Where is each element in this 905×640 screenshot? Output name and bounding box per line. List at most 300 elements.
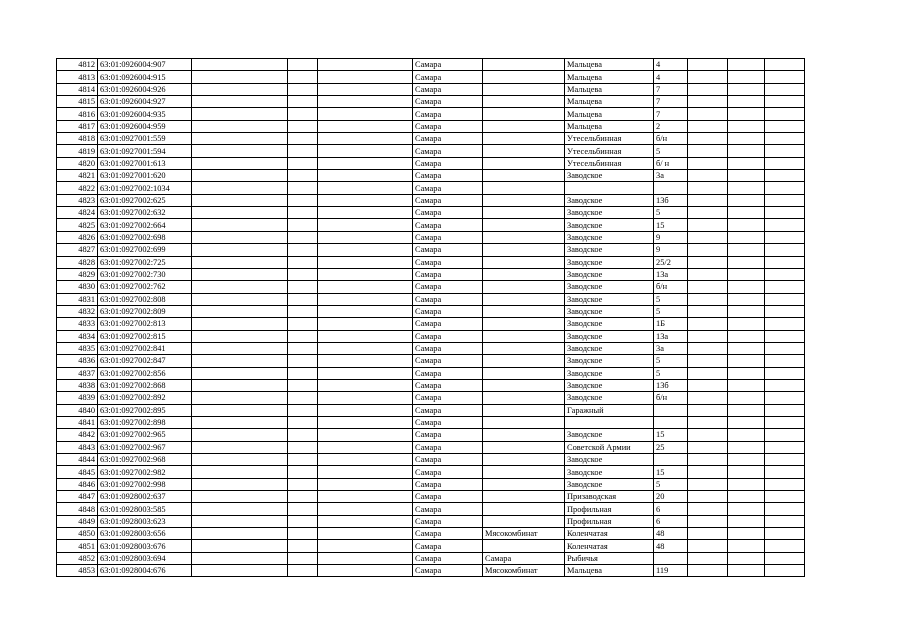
city-cell: Самара [413, 379, 483, 391]
empty-cell [688, 416, 728, 428]
empty-cell [192, 170, 288, 182]
table-row [57, 256, 805, 268]
street-cell: Заводское [565, 305, 654, 317]
empty-cell [288, 170, 318, 182]
table-row [57, 379, 805, 391]
table-row [57, 454, 805, 466]
empty-cell [288, 244, 318, 256]
empty-cell [192, 429, 288, 441]
cadastral-number-cell: 63:01:0927002:813 [98, 318, 192, 330]
cadastral-number-cell: 63:01:0927002:982 [98, 466, 192, 478]
district-cell [483, 83, 565, 95]
row-number-cell: 4836 [57, 355, 98, 367]
empty-cell [318, 540, 413, 552]
district-cell [483, 503, 565, 515]
empty-cell [288, 404, 318, 416]
empty-cell [765, 293, 805, 305]
house-cell: 48 [654, 528, 688, 540]
district-cell [483, 392, 565, 404]
empty-cell [192, 416, 288, 428]
empty-cell [688, 367, 728, 379]
empty-cell [728, 416, 765, 428]
city-cell: Самара [413, 404, 483, 416]
empty-cell [192, 219, 288, 231]
table-row [57, 207, 805, 219]
district-cell [483, 454, 565, 466]
empty-cell [192, 157, 288, 169]
district-cell [483, 429, 565, 441]
empty-cell [688, 429, 728, 441]
empty-cell [728, 552, 765, 564]
empty-cell [728, 540, 765, 552]
empty-cell [192, 540, 288, 552]
cadastral-number-cell: 63:01:0927002:698 [98, 231, 192, 243]
empty-cell [728, 194, 765, 206]
empty-cell [318, 503, 413, 515]
cadastral-number-cell: 63:01:0927001:620 [98, 170, 192, 182]
empty-cell [688, 59, 728, 71]
row-number-cell: 4847 [57, 491, 98, 503]
table-row [57, 404, 805, 416]
empty-cell [318, 491, 413, 503]
empty-cell [728, 219, 765, 231]
empty-cell [318, 404, 413, 416]
empty-cell [318, 133, 413, 145]
cadastral-number-cell: 63:01:0928002:637 [98, 491, 192, 503]
city-cell: Самара [413, 478, 483, 490]
district-cell [483, 194, 565, 206]
street-cell: Заводское [565, 318, 654, 330]
city-cell: Самара [413, 491, 483, 503]
cadastral-number-cell: 63:01:0926004:926 [98, 83, 192, 95]
district-cell [483, 305, 565, 317]
district-cell [483, 256, 565, 268]
city-cell: Самара [413, 268, 483, 280]
row-number-cell: 4849 [57, 515, 98, 527]
empty-cell [728, 367, 765, 379]
district-cell [483, 59, 565, 71]
empty-cell [192, 379, 288, 391]
empty-cell [288, 491, 318, 503]
row-number-cell: 4833 [57, 318, 98, 330]
empty-cell [728, 305, 765, 317]
street-cell: Заводское [565, 268, 654, 280]
row-number-cell: 4840 [57, 404, 98, 416]
empty-cell [288, 157, 318, 169]
table-row [57, 528, 805, 540]
street-cell: Заводское [565, 478, 654, 490]
house-cell: 20 [654, 491, 688, 503]
cadastral-number-cell: 63:01:0927002:895 [98, 404, 192, 416]
house-cell [654, 416, 688, 428]
empty-cell [688, 244, 728, 256]
row-number-cell: 4835 [57, 342, 98, 354]
empty-cell [318, 305, 413, 317]
empty-cell [288, 145, 318, 157]
street-cell: Профильная [565, 503, 654, 515]
cadastral-number-cell: 63:01:0927001:594 [98, 145, 192, 157]
street-cell: Заводское [565, 392, 654, 404]
empty-cell [765, 219, 805, 231]
table-body [57, 59, 805, 577]
empty-cell [765, 83, 805, 95]
empty-cell [728, 318, 765, 330]
empty-cell [688, 293, 728, 305]
empty-cell [288, 540, 318, 552]
table-row [57, 170, 805, 182]
house-cell: 4 [654, 71, 688, 83]
empty-cell [318, 219, 413, 231]
row-number-cell: 4828 [57, 256, 98, 268]
empty-cell [688, 466, 728, 478]
district-cell [483, 355, 565, 367]
empty-cell [318, 145, 413, 157]
empty-cell [318, 281, 413, 293]
row-number-cell: 4845 [57, 466, 98, 478]
house-cell: 3а [654, 342, 688, 354]
empty-cell [318, 59, 413, 71]
table-row [57, 96, 805, 108]
cadastral-number-cell: 63:01:0927002:664 [98, 219, 192, 231]
street-cell: Мальцева [565, 96, 654, 108]
empty-cell [192, 404, 288, 416]
empty-cell [728, 454, 765, 466]
street-cell: Заводское [565, 170, 654, 182]
city-cell: Самара [413, 133, 483, 145]
empty-cell [688, 379, 728, 391]
house-cell: б/ н [654, 157, 688, 169]
district-cell [483, 281, 565, 293]
city-cell: Самара [413, 157, 483, 169]
street-cell [565, 182, 654, 194]
empty-cell [728, 71, 765, 83]
empty-cell [318, 182, 413, 194]
empty-cell [728, 466, 765, 478]
cadastral-number-cell: 63:01:0927002:868 [98, 379, 192, 391]
house-cell: 119 [654, 565, 688, 577]
house-cell: 7 [654, 108, 688, 120]
district-cell [483, 145, 565, 157]
district-cell [483, 268, 565, 280]
street-cell: Заводское [565, 454, 654, 466]
row-number-cell: 4844 [57, 454, 98, 466]
street-cell: Советской Армии [565, 441, 654, 453]
cadastral-number-cell: 63:01:0927002:730 [98, 268, 192, 280]
city-cell: Самара [413, 441, 483, 453]
table-row [57, 244, 805, 256]
table-row [57, 194, 805, 206]
house-cell: 25/2 [654, 256, 688, 268]
empty-cell [288, 219, 318, 231]
empty-cell [192, 478, 288, 490]
table-row [57, 565, 805, 577]
cadastral-number-cell: 63:01:0927001:559 [98, 133, 192, 145]
empty-cell [728, 96, 765, 108]
empty-cell [765, 145, 805, 157]
city-cell: Самара [413, 182, 483, 194]
empty-cell [688, 404, 728, 416]
table-row [57, 540, 805, 552]
street-cell: Мальцева [565, 71, 654, 83]
row-number-cell: 4853 [57, 565, 98, 577]
table-row [57, 71, 805, 83]
cadastral-number-cell: 63:01:0926004:907 [98, 59, 192, 71]
house-cell: 6 [654, 515, 688, 527]
empty-cell [688, 565, 728, 577]
table-row [57, 120, 805, 132]
city-cell: Самара [413, 96, 483, 108]
empty-cell [728, 108, 765, 120]
empty-cell [765, 96, 805, 108]
house-cell: 5 [654, 305, 688, 317]
cadastral-number-cell: 63:01:0928003:623 [98, 515, 192, 527]
empty-cell [765, 182, 805, 194]
empty-cell [288, 281, 318, 293]
table-row [57, 293, 805, 305]
table-row [57, 342, 805, 354]
empty-cell [765, 454, 805, 466]
cadastral-number-cell: 63:01:0927002:762 [98, 281, 192, 293]
row-number-cell: 4814 [57, 83, 98, 95]
empty-cell [288, 454, 318, 466]
table-row [57, 552, 805, 564]
empty-cell [318, 379, 413, 391]
empty-cell [288, 207, 318, 219]
city-cell: Самара [413, 318, 483, 330]
empty-cell [688, 133, 728, 145]
district-cell: Мясокомбинат [483, 565, 565, 577]
empty-cell [288, 182, 318, 194]
district-cell [483, 466, 565, 478]
empty-cell [728, 145, 765, 157]
district-cell [483, 120, 565, 132]
row-number-cell: 4820 [57, 157, 98, 169]
row-number-cell: 4834 [57, 330, 98, 342]
house-cell: 6 [654, 503, 688, 515]
empty-cell [192, 305, 288, 317]
house-cell: 5 [654, 355, 688, 367]
empty-cell [728, 342, 765, 354]
empty-cell [688, 540, 728, 552]
street-cell: Заводское [565, 244, 654, 256]
district-cell [483, 416, 565, 428]
table-row [57, 466, 805, 478]
empty-cell [688, 96, 728, 108]
empty-cell [288, 83, 318, 95]
empty-cell [288, 108, 318, 120]
empty-cell [728, 207, 765, 219]
empty-cell [765, 503, 805, 515]
data-table [56, 58, 805, 577]
row-number-cell: 4824 [57, 207, 98, 219]
empty-cell [688, 281, 728, 293]
empty-cell [318, 268, 413, 280]
empty-cell [765, 281, 805, 293]
house-cell [654, 454, 688, 466]
cadastral-number-cell: 63:01:0927002:968 [98, 454, 192, 466]
table-row [57, 59, 805, 71]
empty-cell [288, 515, 318, 527]
empty-cell [318, 71, 413, 83]
district-cell [483, 478, 565, 490]
empty-cell [765, 441, 805, 453]
cadastral-number-cell: 63:01:0927002:898 [98, 416, 192, 428]
city-cell: Самара [413, 120, 483, 132]
empty-cell [318, 207, 413, 219]
empty-cell [688, 305, 728, 317]
empty-cell [688, 355, 728, 367]
city-cell: Самара [413, 244, 483, 256]
house-cell: 13а [654, 268, 688, 280]
house-cell: 13б [654, 379, 688, 391]
cadastral-number-cell: 63:01:0927001:613 [98, 157, 192, 169]
district-cell [483, 219, 565, 231]
empty-cell [318, 96, 413, 108]
empty-cell [765, 515, 805, 527]
empty-cell [288, 429, 318, 441]
street-cell: Профильная [565, 515, 654, 527]
empty-cell [765, 379, 805, 391]
empty-cell [288, 194, 318, 206]
city-cell: Самара [413, 256, 483, 268]
empty-cell [688, 478, 728, 490]
city-cell: Самара [413, 416, 483, 428]
table-row [57, 441, 805, 453]
empty-cell [765, 342, 805, 354]
district-cell [483, 540, 565, 552]
empty-cell [688, 441, 728, 453]
empty-cell [192, 552, 288, 564]
city-cell: Самара [413, 207, 483, 219]
table-row [57, 83, 805, 95]
table-row [57, 281, 805, 293]
empty-cell [192, 293, 288, 305]
house-cell: 48 [654, 540, 688, 552]
street-cell: Заводское [565, 342, 654, 354]
house-cell: 13б [654, 194, 688, 206]
table-row [57, 133, 805, 145]
empty-cell [192, 281, 288, 293]
cadastral-number-cell: 63:01:0928004:676 [98, 565, 192, 577]
empty-cell [765, 108, 805, 120]
empty-cell [728, 244, 765, 256]
empty-cell [192, 503, 288, 515]
empty-cell [288, 342, 318, 354]
empty-cell [318, 429, 413, 441]
city-cell: Самара [413, 231, 483, 243]
empty-cell [688, 552, 728, 564]
empty-cell [192, 454, 288, 466]
empty-cell [688, 83, 728, 95]
empty-cell [288, 528, 318, 540]
empty-cell [728, 392, 765, 404]
empty-cell [288, 466, 318, 478]
empty-cell [318, 416, 413, 428]
empty-cell [318, 120, 413, 132]
house-cell: б/н [654, 281, 688, 293]
street-cell: Заводское [565, 355, 654, 367]
row-number-cell: 4846 [57, 478, 98, 490]
table-row [57, 429, 805, 441]
empty-cell [192, 342, 288, 354]
empty-cell [765, 170, 805, 182]
district-cell [483, 231, 565, 243]
district-cell [483, 491, 565, 503]
street-cell: Заводское [565, 281, 654, 293]
city-cell: Самара [413, 330, 483, 342]
empty-cell [728, 565, 765, 577]
table-row [57, 182, 805, 194]
city-cell: Самара [413, 454, 483, 466]
house-cell: б/н [654, 392, 688, 404]
street-cell: Утесельбинная [565, 157, 654, 169]
empty-cell [728, 503, 765, 515]
house-cell [654, 552, 688, 564]
house-cell: 3а [654, 170, 688, 182]
row-number-cell: 4832 [57, 305, 98, 317]
table-row [57, 231, 805, 243]
row-number-cell: 4827 [57, 244, 98, 256]
district-cell: Самара [483, 552, 565, 564]
table-row [57, 515, 805, 527]
row-number-cell: 4813 [57, 71, 98, 83]
street-cell: Коленчатая [565, 528, 654, 540]
empty-cell [688, 120, 728, 132]
empty-cell [318, 231, 413, 243]
house-cell: 1Б [654, 318, 688, 330]
district-cell [483, 96, 565, 108]
empty-cell [288, 133, 318, 145]
table-row [57, 503, 805, 515]
street-cell: Заводское [565, 379, 654, 391]
city-cell: Самара [413, 281, 483, 293]
cadastral-number-cell: 63:01:0927002:808 [98, 293, 192, 305]
empty-cell [318, 441, 413, 453]
row-number-cell: 4841 [57, 416, 98, 428]
empty-cell [765, 194, 805, 206]
empty-cell [728, 330, 765, 342]
empty-cell [288, 268, 318, 280]
table-row [57, 367, 805, 379]
empty-cell [192, 194, 288, 206]
cadastral-number-cell: 63:01:0927002:625 [98, 194, 192, 206]
empty-cell [318, 170, 413, 182]
empty-cell [318, 342, 413, 354]
row-number-cell: 4843 [57, 441, 98, 453]
table-row [57, 108, 805, 120]
street-cell: Утесельбинная [565, 133, 654, 145]
empty-cell [192, 256, 288, 268]
street-cell: Заводское [565, 207, 654, 219]
empty-cell [688, 231, 728, 243]
district-cell [483, 342, 565, 354]
empty-cell [318, 528, 413, 540]
cadastral-number-cell: 63:01:0927002:809 [98, 305, 192, 317]
empty-cell [765, 466, 805, 478]
empty-cell [192, 565, 288, 577]
empty-cell [728, 133, 765, 145]
empty-cell [765, 429, 805, 441]
empty-cell [728, 120, 765, 132]
table-row [57, 491, 805, 503]
empty-cell [288, 367, 318, 379]
spreadsheet-sheet [56, 58, 805, 577]
house-cell: б/н [654, 133, 688, 145]
empty-cell [728, 157, 765, 169]
street-cell: Коленчатая [565, 540, 654, 552]
street-cell [565, 416, 654, 428]
row-number-cell: 4818 [57, 133, 98, 145]
